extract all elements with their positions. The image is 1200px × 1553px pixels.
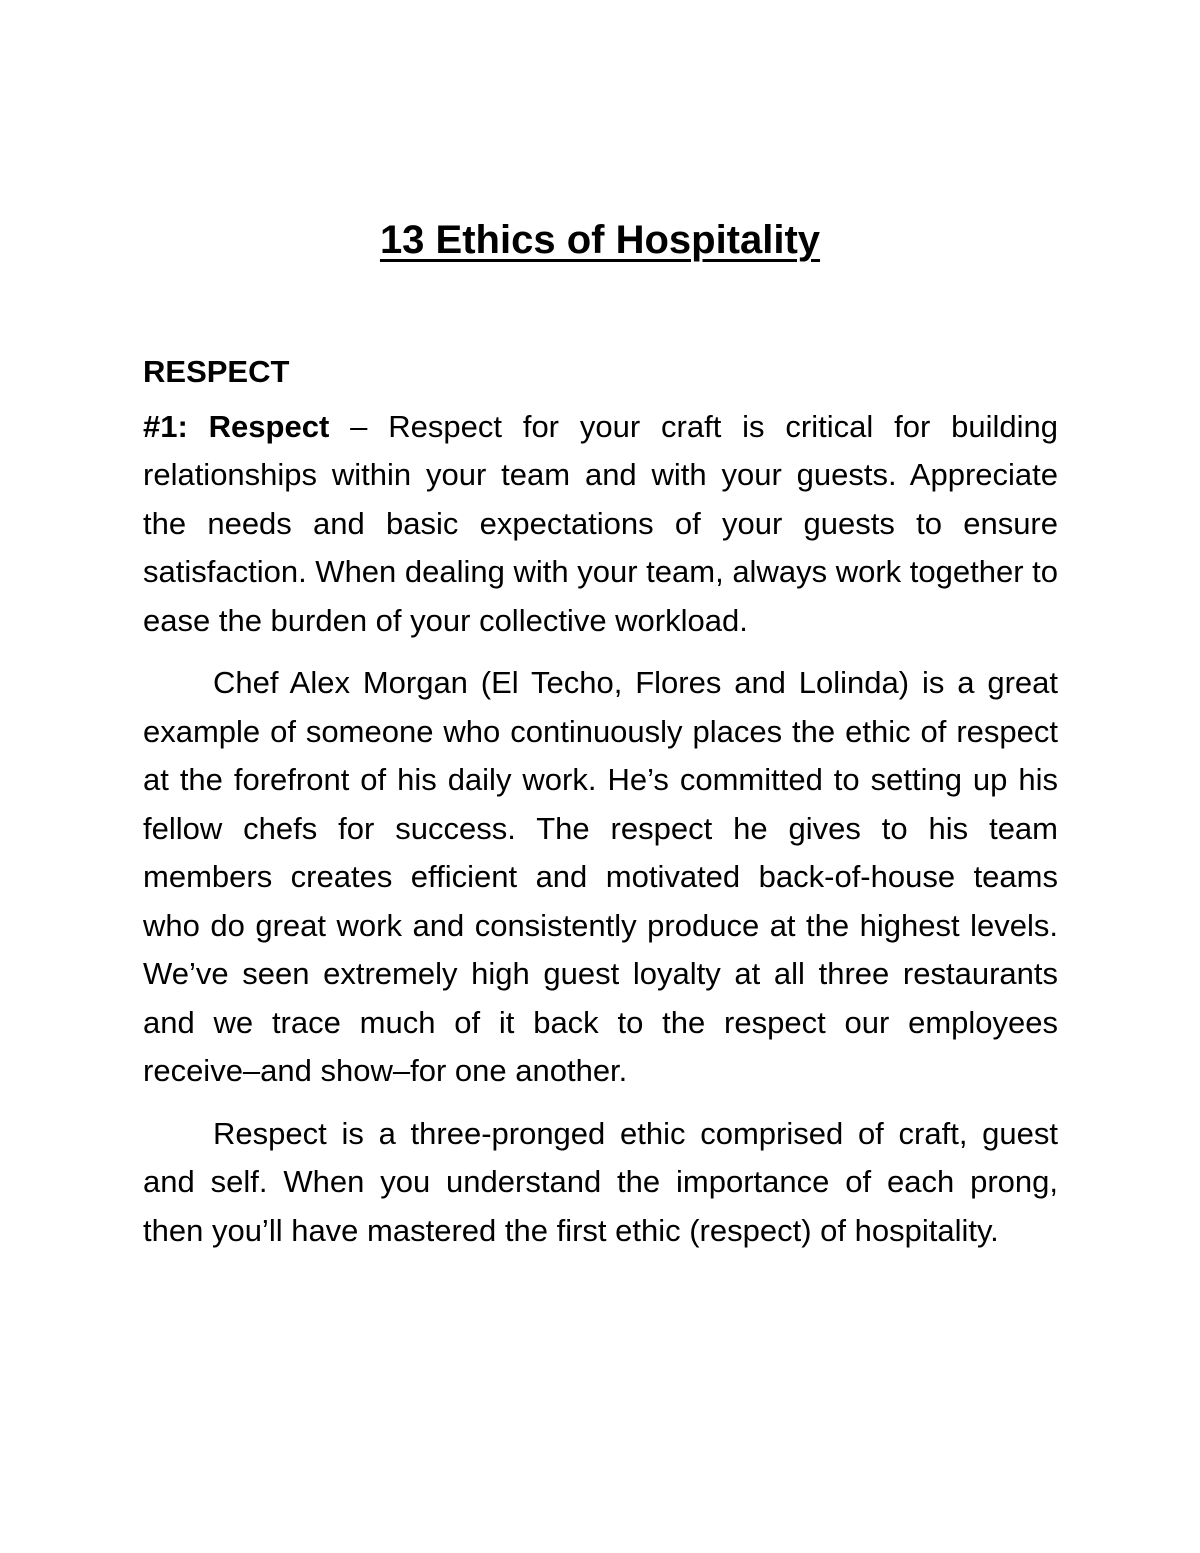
ethic-1-dash: –: [329, 408, 389, 444]
page-title: [0, 212, 1200, 268]
ethic-1-text: Respect for your craft is critical for building relationships within your team and with your guests. Appreciate the needs and basic expectations of your guests to ensure satisfaction. When dealing with your team, always work together to ease the burden of your collective workload.: [143, 408, 1059, 638]
document-body: [143, 348, 1058, 1269]
section-heading: RESPECT: [143, 354, 290, 389]
example-paragraph: Chef Alex Morgan (El Techo, Flores and Lolinda) is a great example of someone who continuously places the ethic of respect at the forefront of his daily work. He’s committed to setting up his fellow chefs for success. The respect he gives to his team members creates efficient and motivated back-of-house teams who do great work and consistently produce at the highest levels. We’ve seen extremely high guest loyalty at all three restaurants and we trace much of it back to the respect our employees receive–and show–for one another.: [143, 665, 1058, 1088]
page-title-text: 13 Ethics of Hospitality: [379, 218, 821, 262]
ethic-1-paragraph: [143, 403, 1058, 646]
summary-paragraph: Respect is a three-pronged ethic comprised of craft, guest and self. When you understand the importance of each prong, then you’ll have mastered the first ethic (respect) of hospitality.: [143, 1115, 1058, 1248]
ethic-1-label: #1: Respect: [143, 408, 330, 444]
